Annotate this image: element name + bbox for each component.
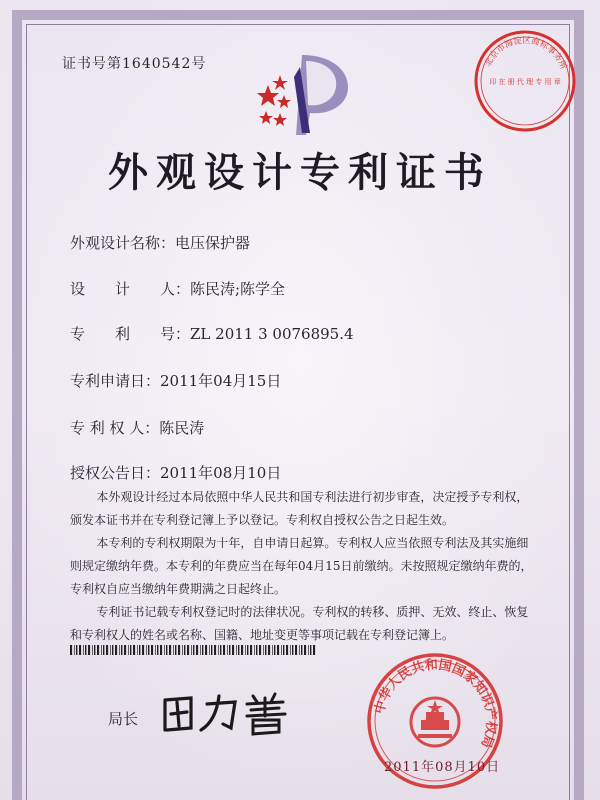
barcode-bar [76,645,77,655]
barcode-bar [209,645,210,655]
barcode-bar [106,645,108,655]
inventor-field: 设 计 人：陈民涛;陈学全 [70,280,286,298]
barcode-bar [205,645,207,655]
barcode-bar [121,645,122,655]
official-seal-text: 中华人民共和国国家知识产权局 [372,657,499,750]
barcode-bar [97,645,99,655]
agency-seal-text: 北京市海淀区商标事务所 [483,35,569,72]
certificate-body [70,486,540,647]
barcode-bar [274,645,275,655]
sipo-logo-icon [250,47,360,142]
barcode-bar [268,645,270,655]
barcode-bar [169,645,171,655]
barcode-bar [229,645,230,655]
barcode-bar [196,645,198,655]
barcode-bar [218,645,219,655]
barcode-bar [133,645,135,655]
barcode-bar [292,645,293,655]
barcode-bar [214,645,216,655]
barcode-bar [256,645,257,655]
barcode-bar [281,645,282,655]
barcode-bar [70,645,72,655]
barcode-bar [286,645,288,655]
barcode-bar [313,645,315,655]
barcode-bar [103,645,104,655]
body-paragraph: 本外观设计经过本局依照中华人民共和国专利法进行初步审查，决定授予专利权，颁发本证书并在专利登记簿上予以登记。专利权自授权公告之日起生效。 [70,490,529,527]
barcode-bar [277,645,279,655]
barcode-bar [254,645,255,655]
barcode-bar [79,645,81,655]
barcode-bar [301,645,302,655]
design-name-field: 外观设计名称：电压保护器 [70,234,251,252]
barcode-bar [173,645,174,655]
barcode-bar [227,645,228,655]
barcode-bar [94,645,95,655]
barcode-bar [178,645,180,655]
barcode-bar [148,645,149,655]
barcode-bar [146,645,147,655]
barcode-bar [142,645,144,655]
barcode-bar [160,645,162,655]
barcode-bar [128,645,129,655]
barcode-bar [238,645,239,655]
barcode-bar [137,645,138,655]
barcode-bar [139,645,140,655]
barcode-bar [191,645,192,655]
signing-date: 2011年08月10日 [384,760,501,775]
barcode-bar [223,645,225,655]
barcode-bar [164,645,165,655]
barcode-bar [295,645,297,655]
barcode-bar [200,645,201,655]
barcode-bar [247,645,248,655]
barcode-bar [283,645,284,655]
barcode-bar [250,645,252,655]
barcode-bar [211,645,212,655]
barcode-bar [304,645,306,655]
barcode-bar [166,645,167,655]
barcode-bar [290,645,291,655]
barcode-bar [263,645,264,655]
barcode-bar [110,645,111,655]
barcode-bar [182,645,183,655]
agency-seal-center: 印 在 册 代 理 专 用 章 [489,78,561,86]
filing-date-field: 专利申请日：2011年04月15日 [70,372,282,390]
barcode-bar [112,645,113,655]
barcode-bar [272,645,273,655]
barcode-bar [236,645,237,655]
barcode-bar [155,645,156,655]
grant-date-field: 授权公告日：2011年08月10日 [70,464,282,482]
patent-number-field: 专 利 号：ZL 2011 3 0076895.4 [70,325,354,343]
patentee-field: 专 利 权 人：陈民涛 [70,419,205,437]
barcode-bar [115,645,117,655]
barcode-bar [187,645,189,655]
body-paragraph: 本专利的专利权期限为十年，自申请日起算。专利权人应当依照专利法及其实施细则规定缴纳年费。本专利的年费应当在每年04月15日前缴纳。未按照规定缴纳年费的，专利权自应当缴纳年费期满之日起终止。 [70,536,533,596]
barcode [70,645,318,655]
barcode-bar [92,645,93,655]
body-paragraph: 专利证书记载专利权登记时的法律状况。专利权的转移、质押、无效、终止、恢复和专利权人的姓名或名称、国籍、地址变更等事项记载在专利登记簿上。 [70,605,529,642]
barcode-bar [202,645,203,655]
barcode-bar [74,645,75,655]
barcode-bar [124,645,126,655]
barcode-bar [175,645,176,655]
barcode-bar [232,645,234,655]
certificate-number: 证书号第1640542号 [62,56,207,72]
barcode-bar [299,645,300,655]
agency-seal [472,28,578,134]
barcode-bar [310,645,311,655]
director-signature [157,688,297,738]
barcode-bar [220,645,221,655]
barcode-bar [101,645,102,655]
barcode-bar [119,645,120,655]
barcode-bar [245,645,246,655]
barcode-bar [265,645,266,655]
barcode-bar [157,645,158,655]
barcode-bar [85,645,86,655]
barcode-bar [241,645,243,655]
certificate-title: 外观设计专利证书 [108,149,492,196]
barcode-bar [193,645,194,655]
barcode-bar [130,645,131,655]
barcode-bar [259,645,261,655]
barcode-bar [308,645,309,655]
barcode-bar [83,645,84,655]
barcode-bar [88,645,90,655]
barcode-bar [184,645,185,655]
national-emblem-icon [411,698,459,746]
barcode-bar [151,645,153,655]
director-label: 局长 [108,710,139,728]
